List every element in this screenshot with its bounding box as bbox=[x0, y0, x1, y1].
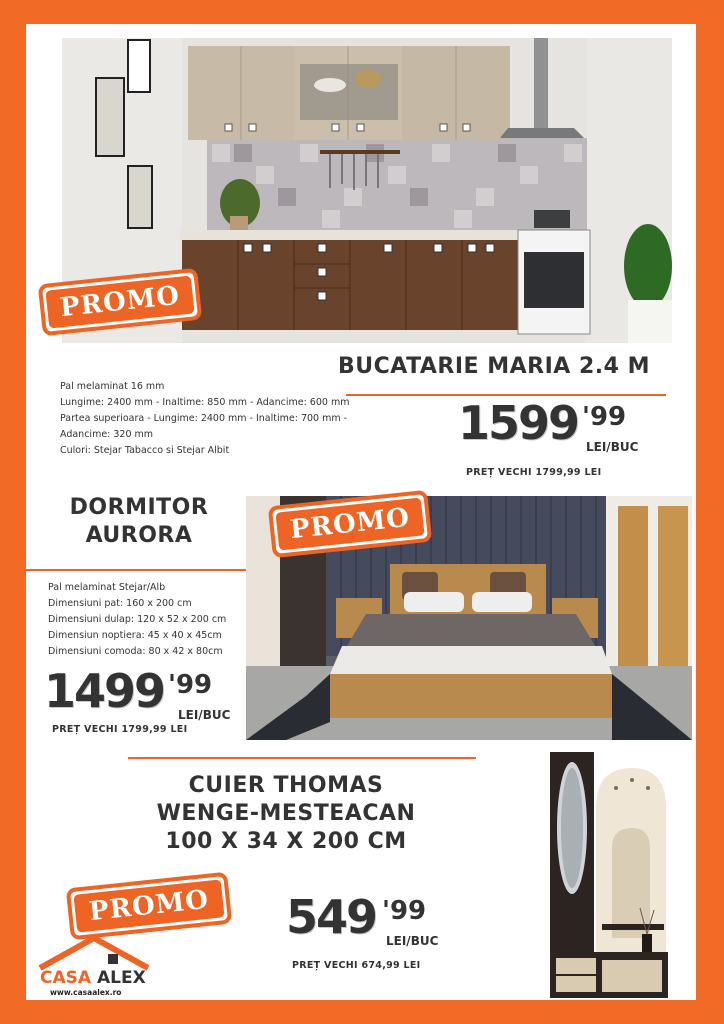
bedroom-title bbox=[64, 494, 214, 550]
kitchen-spec-line: Culori: Stejar Tabacco si Stejar Albit bbox=[60, 445, 230, 456]
logo-word-alex: ALEX bbox=[96, 968, 146, 988]
kitchen-spec-line: Partea superioara - Lungime: 2400 mm - Inaltime: 700 mm - bbox=[60, 413, 348, 424]
logo-url: www.casaalex.ro bbox=[50, 988, 122, 997]
kitchen-old-price: PREȚ VECHI 1799,99 LEI bbox=[466, 467, 602, 478]
bedroom-old-price: PREȚ VECHI 1799,99 LEI bbox=[52, 724, 188, 735]
bedroom-spec-line: Pal melaminat Stejar/Alb bbox=[48, 582, 166, 593]
hallstand-title bbox=[116, 772, 456, 856]
bedroom-title-line: DORMITOR bbox=[69, 495, 209, 520]
kitchen-price-decimals: '99 bbox=[582, 402, 627, 432]
hallstand-promo-badge bbox=[66, 872, 233, 941]
logo-word-casa: CASA bbox=[40, 968, 92, 988]
hallstand-title-line: WENGE-MESTEACAN bbox=[156, 801, 416, 826]
hallstand-price-decimals: '99 bbox=[382, 896, 427, 926]
bedroom-price-integer: 1499 bbox=[44, 664, 165, 718]
flyer-page bbox=[26, 24, 696, 1000]
bedroom-spec-line: Dimensiun noptiera: 45 x 40 x 45cm bbox=[48, 630, 222, 641]
logo-wordmark bbox=[40, 968, 146, 988]
house-roof-icon bbox=[34, 932, 154, 972]
bedroom-title-underline bbox=[26, 569, 246, 571]
bedroom-spec-line: Dimensiuni comoda: 80 x 42 x 80cm bbox=[48, 646, 223, 657]
bedroom-spec-line: Dimensiuni pat: 160 x 200 cm bbox=[48, 598, 192, 609]
hallstand-old-price: PREȚ VECHI 674,99 LEI bbox=[292, 960, 421, 971]
kitchen-spec-line: Adancime: 320 mm bbox=[60, 429, 154, 440]
kitchen-price bbox=[458, 396, 648, 458]
hallstand-title-line: 100 X 34 X 200 CM bbox=[165, 829, 407, 854]
kitchen-price-integer: 1599 bbox=[458, 396, 579, 450]
kitchen-specs bbox=[60, 379, 380, 459]
kitchen-spec-line: Pal melaminat 16 mm bbox=[60, 381, 165, 392]
kitchen-spec-line: Lungime: 2400 mm - Inaltime: 850 mm - Adancime: 600 mm bbox=[60, 397, 350, 408]
hallstand-title-line: CUIER THOMAS bbox=[188, 773, 384, 798]
bedroom-price-unit: LEI/BUC bbox=[178, 708, 231, 722]
bedroom-specs bbox=[48, 580, 248, 660]
bedroom-price-decimals: '99 bbox=[168, 670, 213, 700]
kitchen-title: BUCATARIE MARIA 2.4 M bbox=[338, 354, 650, 379]
hallstand-top-line bbox=[128, 757, 476, 759]
hallstand-price-integer: 549 bbox=[286, 890, 377, 944]
hallstand-promo-text: PROMO bbox=[73, 879, 224, 932]
hallstand-price-unit: LEI/BUC bbox=[386, 934, 439, 948]
bedroom-spec-line: Dimensiuni dulap: 120 x 52 x 200 cm bbox=[48, 614, 227, 625]
casa-alex-logo bbox=[34, 932, 154, 1000]
bedroom-promo-text: PROMO bbox=[275, 497, 424, 550]
bedroom-price bbox=[44, 664, 244, 726]
bedroom-title-line: AURORA bbox=[85, 523, 193, 548]
hallstand-price bbox=[286, 890, 466, 952]
hallstand-photo bbox=[546, 748, 672, 1000]
kitchen-promo-text: PROMO bbox=[45, 275, 194, 328]
kitchen-price-unit: LEI/BUC bbox=[586, 440, 639, 454]
